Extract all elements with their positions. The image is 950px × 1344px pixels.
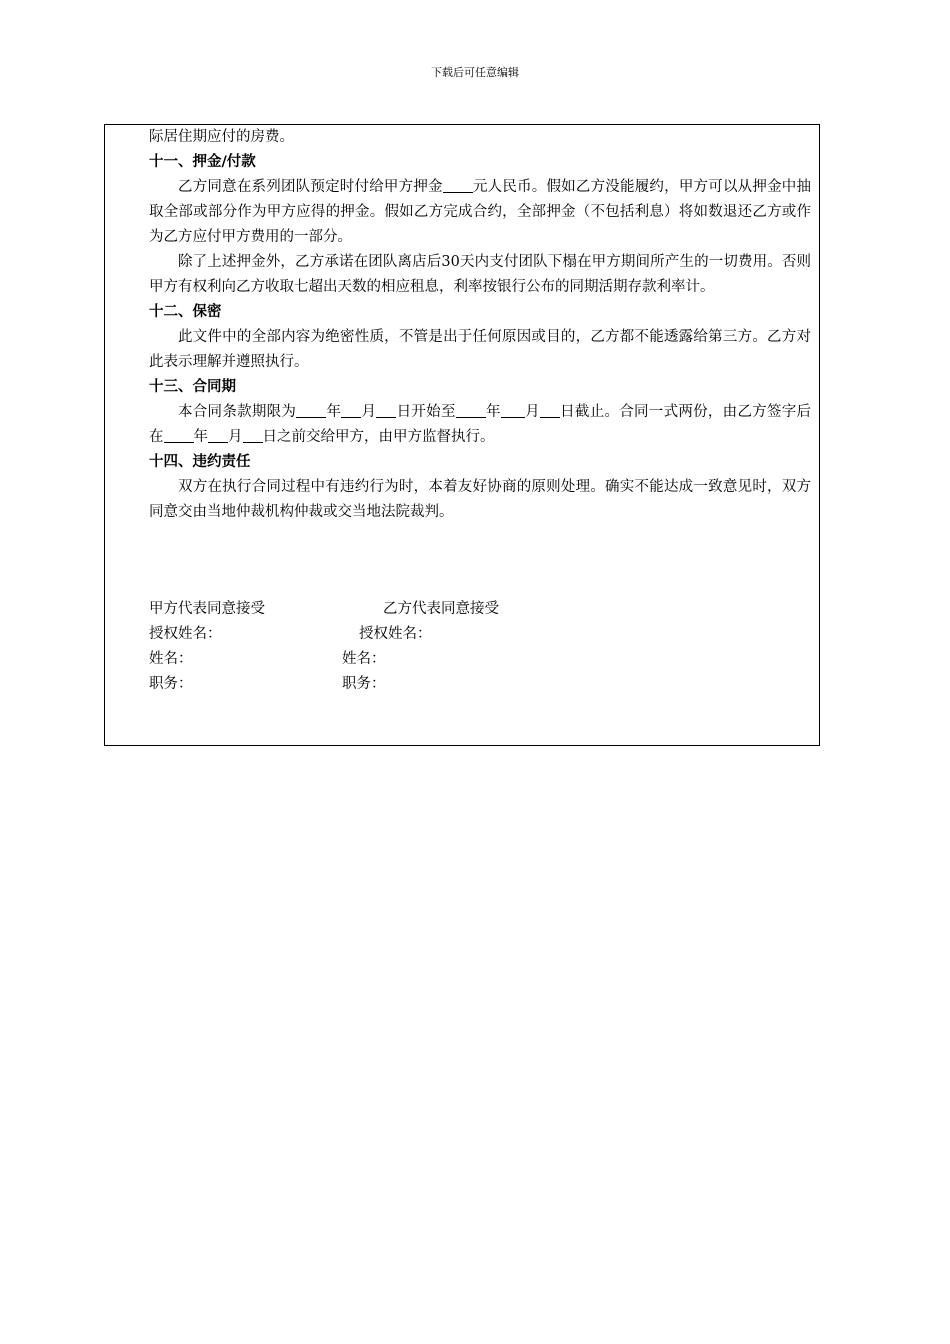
contract-frame — [104, 124, 820, 746]
term-month-2: 月 — [524, 404, 540, 420]
start-month-blank[interactable] — [341, 401, 361, 418]
party-b-position: 职务： — [342, 676, 386, 692]
end-day-blank[interactable] — [540, 401, 560, 418]
secrecy-paragraph: 此文件中的全部内容为绝密性质，不管是出于任何原因或目的，乙方都不能透露给第三方。乙方对此表示理解并遵照执行。 — [149, 329, 811, 370]
deposit-amount-blank[interactable] — [443, 176, 473, 193]
deposit-text-a: 乙方同意在系列团队预定时付给甲方押金 — [178, 179, 443, 195]
deliver-day-blank[interactable] — [243, 426, 263, 443]
deposit-paragraph-1 — [149, 175, 811, 250]
start-year-blank[interactable] — [296, 401, 326, 418]
signature-authorized-row — [149, 622, 789, 647]
deposit-paragraph-2: 除了上述押金外，乙方承诺在团队离店后30天内支付团队下榻在甲方期间所产生的一切费用。否则甲方有权利向乙方收取七超出天数的相应租息，利率按银行公布的同期活期存款利率计。 — [149, 254, 811, 295]
term-year-3: 年 — [193, 429, 208, 445]
section-title-secrecy: 十二、保密 — [149, 304, 222, 320]
party-a-name: 姓名： — [149, 651, 193, 667]
party-a-authorized-name: 授权姓名： — [149, 626, 222, 642]
continuation-text: 际居住期应付的房费。 — [149, 129, 294, 145]
contract-content — [149, 125, 811, 525]
deliver-month-blank[interactable] — [208, 426, 228, 443]
deposit-text-b: 元人民币。假如乙方没能履约，甲方可以从押金中抽取全部或部分作为甲方应得的押金。假如乙方完成合约，全部押金（不包括利息）将如数退还乙方或作为乙方应付甲方费用的一部分。 — [149, 179, 812, 245]
term-day-end: 日截止。合同一式两份，由乙方签字后在 — [149, 404, 812, 445]
deliver-year-blank[interactable] — [164, 426, 194, 443]
term-month-1: 月 — [361, 404, 377, 420]
party-b-accept: 乙方代表同意接受 — [383, 601, 499, 617]
party-a-accept: 甲方代表同意接受 — [149, 601, 265, 617]
term-text-1: 本合同条款期限为 — [178, 404, 297, 420]
term-year-2: 年 — [485, 404, 501, 420]
signature-name-row — [149, 647, 789, 672]
signature-block — [149, 597, 789, 697]
term-day-tail: 日之前交给甲方，由甲方监督执行。 — [262, 429, 495, 445]
party-b-name: 姓名： — [342, 651, 386, 667]
section-title-liability: 十四、违约责任 — [149, 454, 251, 470]
party-a-position: 职务： — [149, 676, 193, 692]
signature-accept-row — [149, 597, 789, 622]
term-day-start: 日开始至 — [396, 404, 456, 420]
term-year-1: 年 — [326, 404, 342, 420]
section-title-deposit: 十一、押金/付款 — [149, 154, 256, 170]
signature-position-row — [149, 672, 789, 697]
section-title-term: 十三、合同期 — [149, 379, 236, 395]
liability-paragraph: 双方在执行合同过程中有违约行为时，本着友好协商的原则处理。确实不能达成一致意见时，双方同意交由当地仲裁机构仲裁或交当地法院裁判。 — [149, 479, 811, 520]
end-year-blank[interactable] — [456, 401, 486, 418]
end-month-blank[interactable] — [501, 401, 525, 418]
term-paragraph — [149, 400, 811, 450]
start-day-blank[interactable] — [376, 401, 396, 418]
page-header: 下载后可任意编辑 — [431, 66, 519, 79]
party-b-authorized-name: 授权姓名： — [359, 626, 432, 642]
term-month-3: 月 — [228, 429, 243, 445]
